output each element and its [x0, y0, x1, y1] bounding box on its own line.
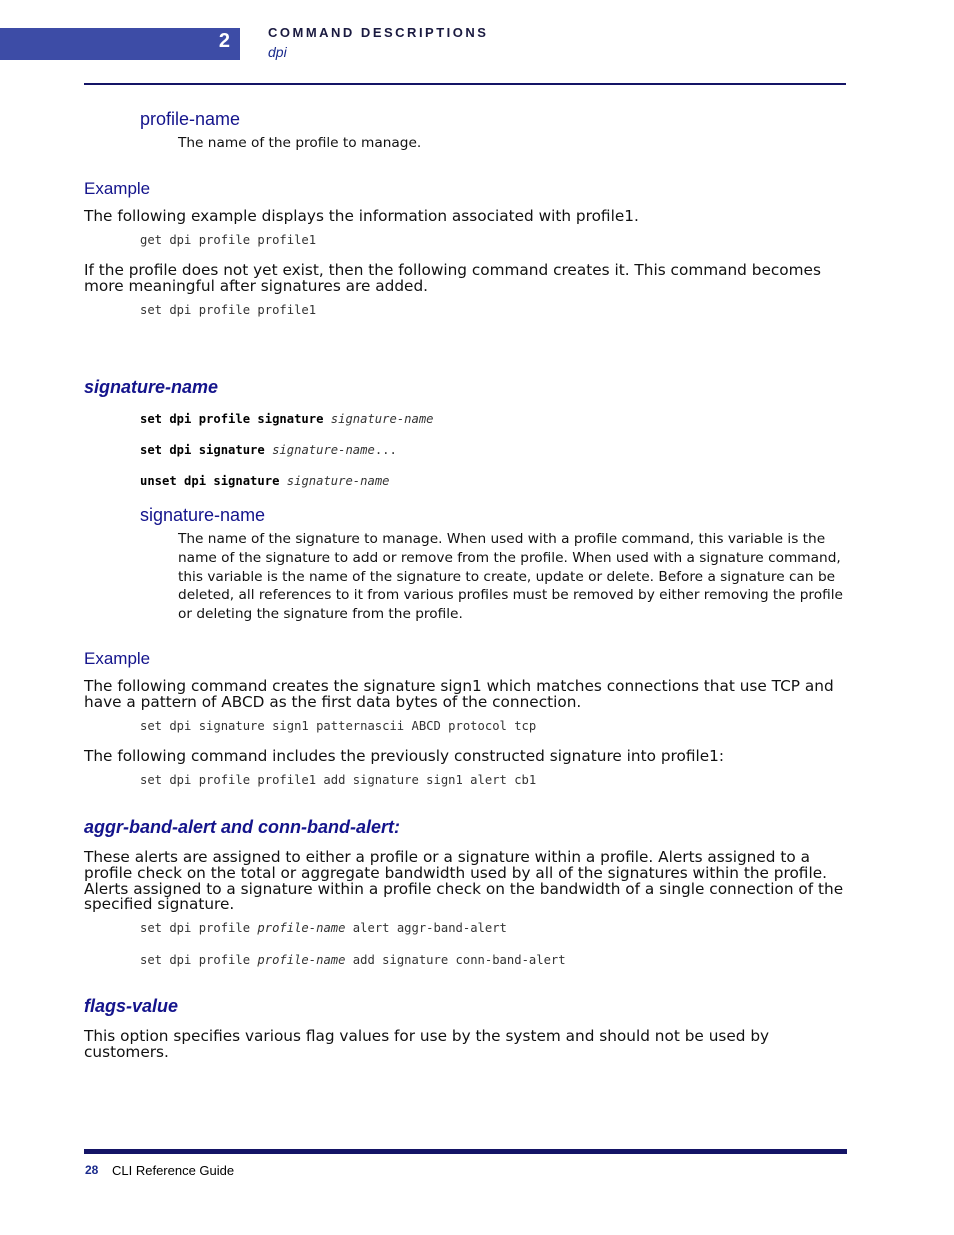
example-heading: Example: [84, 179, 151, 198]
footer-divider: [84, 1149, 847, 1154]
syntax-command: set dpi profile signature: [140, 412, 324, 426]
syntax-argument: signature-name: [286, 474, 390, 488]
code-suffix: alert aggr-band-alert: [345, 921, 507, 935]
code-argument: profile-name: [257, 921, 346, 935]
code-prefix: set dpi profile: [140, 953, 258, 967]
code-example: set dpi profile profile1: [140, 303, 317, 317]
profile-name-description: The name of the profile to manage.: [178, 135, 422, 151]
flags-value-body: This option specifies various flag values for use by the system and should not be used by customers.: [84, 1027, 770, 1061]
syntax-line: [140, 474, 390, 488]
section-title: COMMAND DESCRIPTIONS: [268, 25, 489, 40]
example-intro: The following example displays the information associated with profile1.: [84, 207, 639, 225]
code-example: set dpi profile profile1 add signature sign1 alert cb1: [140, 773, 537, 787]
section-subtitle: dpi: [268, 44, 287, 60]
page-number: 28: [85, 1163, 99, 1177]
signature-name-description: The name of the signature to manage. When used with a profile command, this variable is the name of the signature to add or remove from the profile. When used with a signature command, this variable is the name of the signature to create, update or delete. Before a signature can be deleted, all references to it from various profiles must be removed by either removing the profile or deleting the signature from the profile.: [178, 531, 843, 623]
profile-name-heading: profile-name: [140, 109, 241, 129]
code-example: get dpi profile profile1: [140, 233, 317, 247]
syntax-argument: signature-name: [272, 443, 375, 457]
aggr-band-alert-body: These alerts are assigned to either a profile or a signature within a profile. Alerts assigned to a profile check on the total or aggregate bandwidth used by all of the signatures within the profile. Alerts assigned to a signature within a profile check on the bandwidth of a single connection of the specified signature.: [84, 848, 844, 914]
aggr-band-alert-heading: aggr-band-alert and conn-band-alert:: [84, 817, 401, 837]
chapter-tab: [0, 28, 240, 60]
flags-value-heading: flags-value: [84, 996, 179, 1016]
example-paragraph: The following command includes the previously constructed signature into profile1:: [84, 747, 725, 765]
syntax-suffix: ...: [374, 443, 397, 457]
example-paragraph: If the profile does not yet exist, then the following command creates it. This command becomes more meaningful after signatures are added.: [84, 261, 821, 295]
signature-name-param-heading: signature-name: [140, 505, 266, 525]
code-example: [140, 921, 507, 935]
syntax-command: unset dpi signature: [140, 474, 280, 488]
chapter-number: 2: [218, 30, 230, 52]
syntax-command: set dpi signature: [140, 443, 265, 457]
code-suffix: add signature conn-band-alert: [345, 953, 566, 967]
code-prefix: set dpi profile: [140, 921, 258, 935]
code-example: set dpi signature sign1 patternascii ABCD protocol tcp: [140, 719, 537, 733]
example-heading: Example: [84, 649, 151, 668]
syntax-argument: signature-name: [330, 412, 434, 426]
header-divider: [84, 83, 846, 85]
syntax-line: [140, 443, 397, 457]
guide-title: CLI Reference Guide: [112, 1163, 235, 1178]
syntax-line: [140, 412, 434, 426]
code-example: [140, 953, 566, 967]
example-intro: The following command creates the signature sign1 which matches connections that use TCP and have a pattern of ABCD as the first data bytes of the connection.: [84, 677, 834, 711]
code-argument: profile-name: [257, 953, 346, 967]
signature-name-section-heading: signature-name: [84, 377, 219, 397]
